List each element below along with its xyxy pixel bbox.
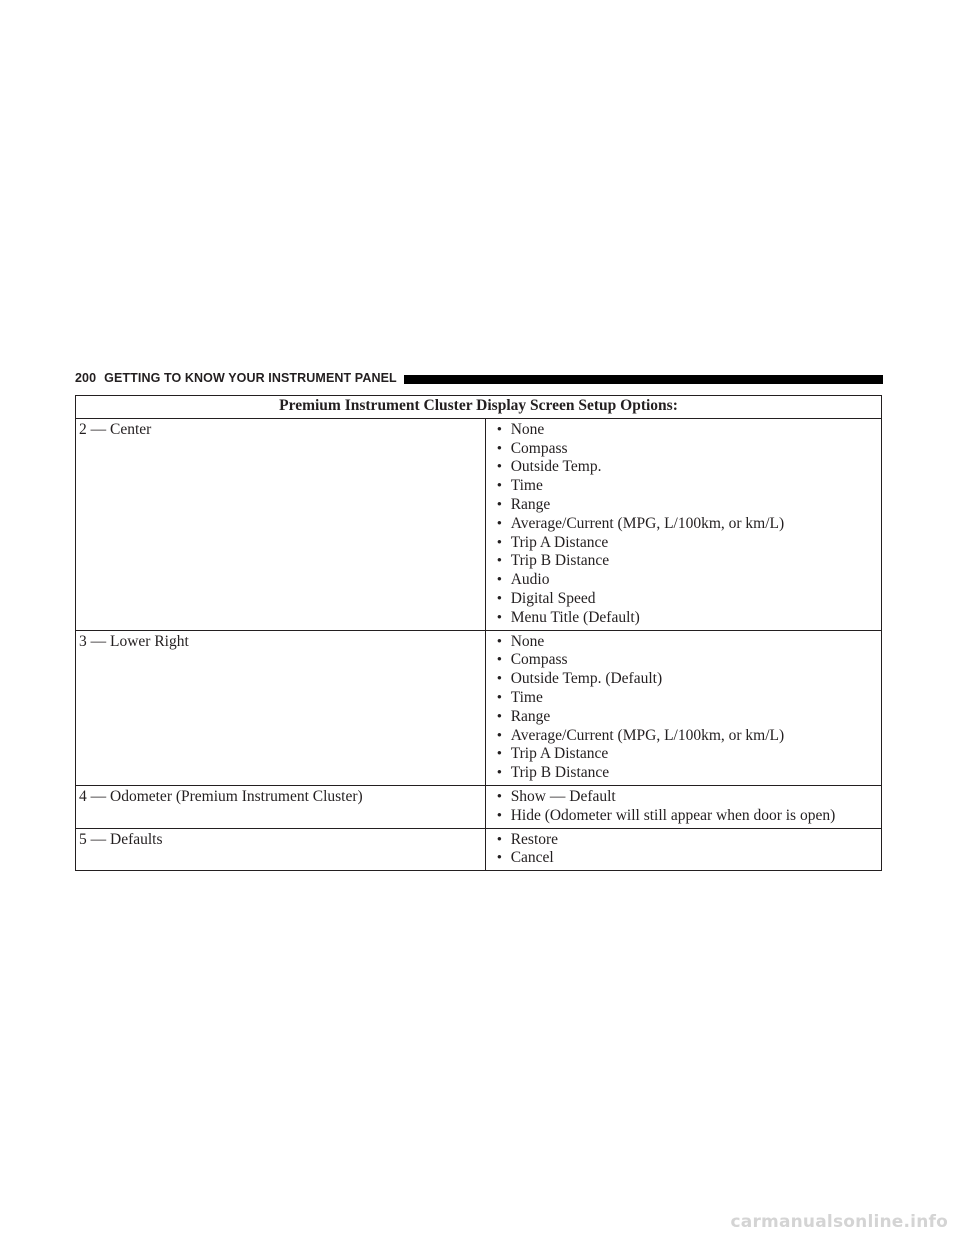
setup-options-table: [75, 395, 882, 871]
list-item: [497, 764, 878, 783]
bullet-icon: •: [496, 609, 502, 626]
option-text: Trip B Distance: [510, 552, 610, 570]
option-text: Time: [510, 688, 543, 706]
list-item: [497, 745, 878, 764]
list-item: [497, 689, 878, 708]
list-item: [497, 727, 878, 746]
setting-cell: 5 — Defaults: [76, 828, 486, 871]
option-text: Range: [510, 707, 551, 725]
options-cell: [485, 418, 881, 630]
bullet-icon: •: [496, 421, 502, 438]
page-header: [75, 369, 883, 387]
setting-cell: 4 — Odometer (Premium Instrument Cluster): [76, 785, 486, 828]
bullet-icon: •: [496, 515, 502, 532]
list-item: [497, 534, 878, 553]
list-item: [497, 708, 878, 727]
bullet-icon: •: [496, 534, 502, 551]
option-text: Average/Current (MPG, L/100km, or km/L): [510, 514, 785, 532]
option-text: Restore: [510, 830, 559, 848]
setting-cell: 3 — Lower Right: [76, 630, 486, 785]
options-cell: [485, 630, 881, 785]
list-item: [497, 609, 878, 628]
watermark: carmanualsonline.info: [730, 1212, 948, 1232]
list-item: [497, 831, 878, 850]
option-text: Compass: [510, 439, 568, 457]
header-rule: [404, 375, 883, 384]
bullet-icon: •: [496, 652, 502, 669]
list-item: [497, 552, 878, 571]
option-text: Hide (Odometer will still appear when door is open): [510, 806, 836, 824]
option-text: Digital Speed: [510, 589, 596, 607]
bullet-icon: •: [496, 708, 502, 725]
bullet-icon: •: [496, 788, 502, 805]
option-text: Cancel: [510, 849, 554, 867]
list-item: [497, 571, 878, 590]
bullet-icon: •: [496, 765, 502, 782]
bullet-icon: •: [496, 459, 502, 476]
list-item: [497, 670, 878, 689]
option-text: Compass: [510, 651, 568, 669]
options-cell: [485, 785, 881, 828]
list-item: [497, 788, 878, 807]
options-cell: [485, 828, 881, 871]
bullet-icon: •: [496, 478, 502, 495]
table-row: [76, 630, 882, 785]
option-text: Range: [510, 495, 551, 513]
option-text: Audio: [510, 571, 550, 589]
page-number: 200: [75, 371, 97, 385]
list-item: [497, 651, 878, 670]
option-text: Show — Default: [510, 787, 616, 805]
option-text: Trip A Distance: [510, 745, 609, 763]
table-title: Premium Instrument Cluster Display Screen Setup Options:: [76, 396, 882, 419]
option-text: Average/Current (MPG, L/100km, or km/L): [510, 726, 785, 744]
option-text: Trip A Distance: [510, 533, 609, 551]
option-text: Outside Temp.: [510, 458, 602, 476]
list-item: [497, 590, 878, 609]
list-item: [497, 633, 878, 652]
bullet-icon: •: [496, 689, 502, 706]
list-item: [497, 440, 878, 459]
table-title-row: [76, 396, 882, 419]
bullet-icon: •: [496, 850, 502, 867]
option-text: None: [510, 632, 545, 650]
table-row: [76, 785, 882, 828]
list-item: [497, 496, 878, 515]
bullet-icon: •: [496, 633, 502, 650]
list-item: [497, 458, 878, 477]
list-item: [497, 477, 878, 496]
options-list: [489, 633, 878, 783]
bullet-icon: •: [496, 440, 502, 457]
bullet-icon: •: [496, 807, 502, 824]
bullet-icon: •: [496, 590, 502, 607]
options-list: [489, 788, 878, 826]
list-item: [497, 807, 878, 826]
bullet-icon: •: [496, 553, 502, 570]
option-text: Trip B Distance: [510, 764, 610, 782]
bullet-icon: •: [496, 831, 502, 848]
options-list: [489, 831, 878, 869]
setting-cell: 2 — Center: [76, 418, 486, 630]
list-item: [497, 849, 878, 868]
section-title: GETTING TO KNOW YOUR INSTRUMENT PANEL: [104, 371, 397, 385]
table-row: [76, 418, 882, 630]
options-list: [489, 421, 878, 628]
option-text: Time: [510, 477, 543, 495]
bullet-icon: •: [496, 671, 502, 688]
option-text: Outside Temp. (Default): [510, 670, 663, 688]
bullet-icon: •: [496, 746, 502, 763]
bullet-icon: •: [496, 496, 502, 513]
option-text: Menu Title (Default): [510, 608, 640, 626]
list-item: [497, 421, 878, 440]
option-text: None: [510, 420, 545, 438]
table-row: [76, 828, 882, 871]
bullet-icon: •: [496, 727, 502, 744]
bullet-icon: •: [496, 572, 502, 589]
list-item: [497, 515, 878, 534]
